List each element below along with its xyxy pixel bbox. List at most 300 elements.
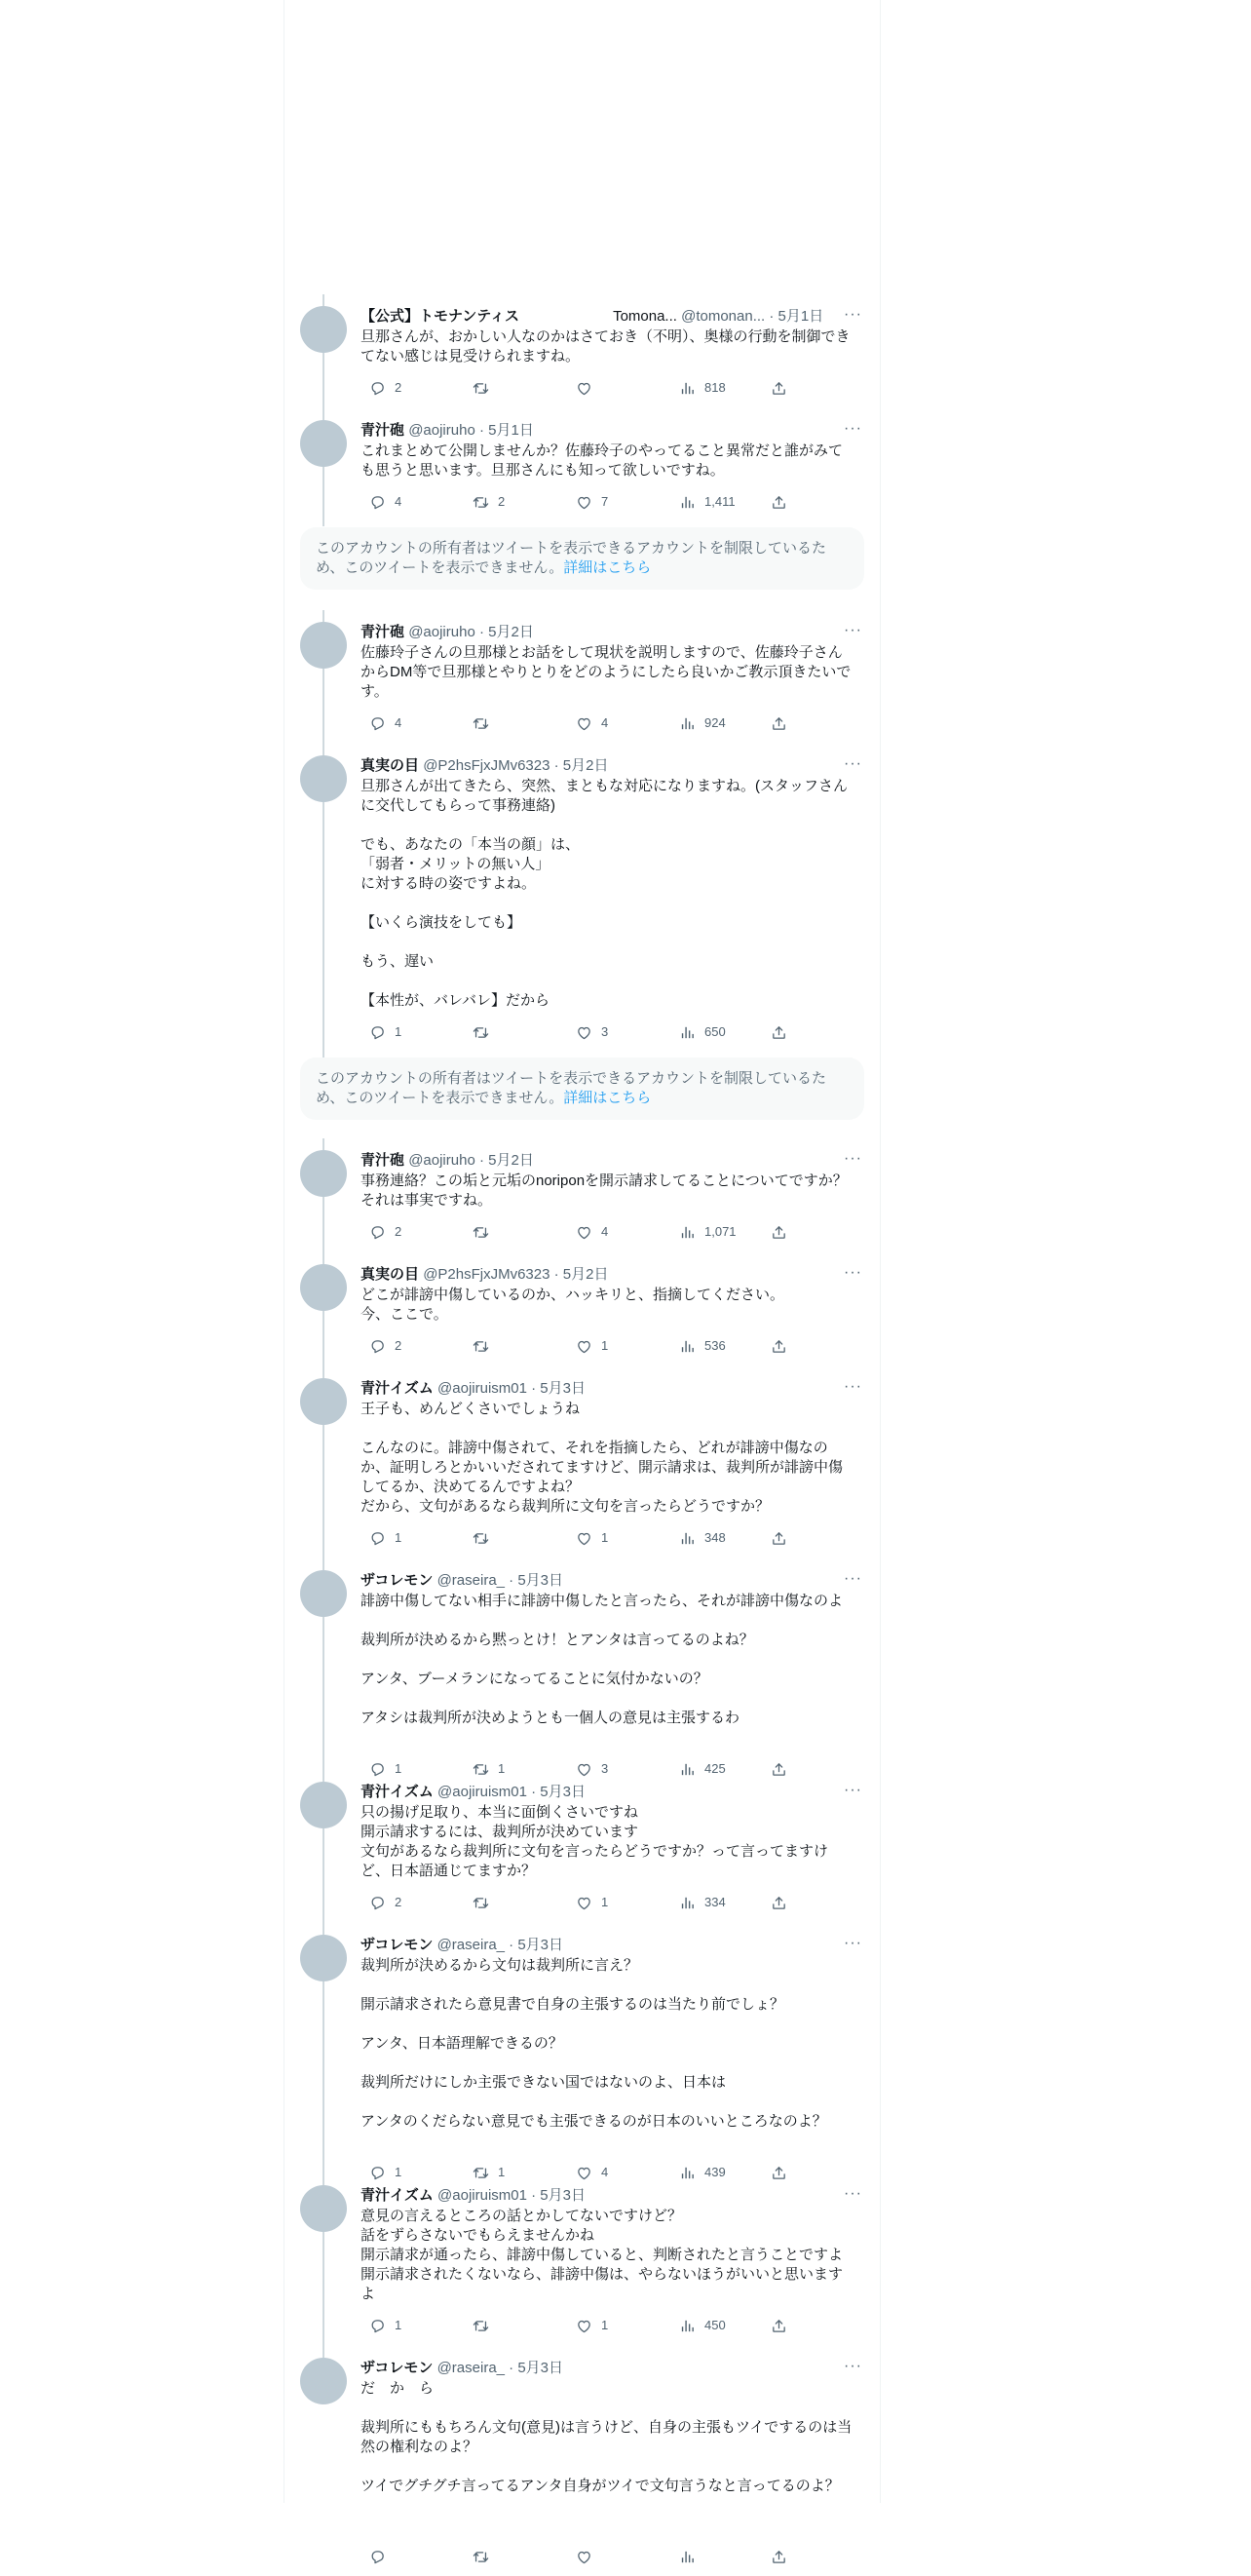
author-name[interactable]: 青汁砲 [360,422,405,439]
views-count: 1,071 [704,1224,737,1239]
views-button[interactable] [670,1336,726,1356]
like-count: 4 [601,715,609,730]
more-icon[interactable]: ··· [844,622,862,638]
tweet-text-line: でも、あなたの「本当の顔」は、 [360,836,581,853]
tweet-header [360,1264,864,1286]
tweet-text-line [360,1611,853,1631]
tweet-header [360,622,864,643]
author-handle[interactable]: @aojiruism01 [437,1380,527,1397]
author-name[interactable]: 真実の目 [360,1266,420,1283]
tweet[interactable] [300,622,864,743]
author-name[interactable]: ザコレモン [360,1937,434,1953]
tweet-text-line: これまとめて公開しませんか？佐藤玲子のやってること異常だと誰がみても思うと思います。旦那さんにも知って欲しいですね。 [360,442,844,479]
tweet-text-line: こんなのに。誹謗中傷されて、それを指摘したら、どれが誹謗中傷なのか、証明しろとかいいだされてますけど、開示請求は、裁判所が誹謗中傷してるか、決めてるんですよね？ [360,1440,844,1495]
reply-button[interactable] [360,2316,401,2335]
tweet[interactable] [300,1570,864,1788]
tweet-text-line: アンタ、日本語理解できるの？ [360,2035,563,2052]
tweet-text-line: に対する時の姿ですよね。 [360,875,537,892]
like-count: 3 [601,1024,609,1039]
tweet-text [360,2207,853,2304]
tweet-header [360,2358,864,2379]
more-icon[interactable]: ··· [844,420,862,437]
reply-count: 2 [395,1895,402,1909]
like-count: 1 [601,1530,609,1545]
author-handle[interactable]: @raseira_ [436,2360,505,2376]
author-handle[interactable]: @aojiruho [408,1152,475,1169]
tweet-text-line: どこが誹謗中傷しているのか、ハッキリと、指摘してください。 [360,1287,785,1303]
thread-line [322,294,324,306]
views-count: 818 [704,380,726,395]
like-icon [576,715,592,732]
more-icon[interactable]: ··· [844,2358,862,2374]
tweet-actions [360,1336,789,1356]
views-icon [679,2549,696,2565]
more-icon[interactable]: ··· [844,1378,862,1395]
views-count: 425 [704,1761,726,1776]
retweet-icon [473,1761,489,1778]
reply-button[interactable] [360,1528,401,1548]
author-name[interactable]: ザコレモン [360,2360,434,2376]
reply-count: 1 [395,1530,402,1545]
tweet[interactable] [300,755,864,1052]
reply-count: 1 [395,1761,402,1776]
reply-button[interactable] [360,2163,401,2182]
reply-icon [369,2165,386,2181]
tweet-text [360,327,853,366]
avatar[interactable] [300,2185,347,2232]
tweet[interactable] [300,420,864,521]
reply-icon [369,1761,386,1778]
share-button[interactable] [762,1222,787,1242]
reply-count: 2 [395,1338,402,1353]
timeline-column [284,0,881,2503]
views-button[interactable] [670,713,726,733]
author-handle[interactable]: @aojiruho [408,624,475,640]
reply-button[interactable] [360,1022,401,1042]
like-icon [576,1895,592,1911]
tweet[interactable] [300,1150,864,1251]
more-icon[interactable]: ··· [844,1150,862,1167]
reply-icon [369,1224,386,1241]
tweet-text [360,1803,853,1881]
views-count: 439 [704,2165,726,2179]
share-icon [771,1338,787,1355]
share-icon [771,1024,787,1041]
retweet-icon [473,2549,489,2565]
views-count: 450 [704,2318,726,2332]
author-handle[interactable]: @raseira_ [436,1937,505,1953]
retweet-button[interactable] [464,1022,498,1042]
tweet-actions [360,1893,789,1912]
tweet-actions [360,2547,789,2566]
reply-count: 2 [395,380,402,395]
tweet-text-line [360,1689,853,1709]
like-button[interactable] [567,378,601,398]
share-icon [771,2549,787,2565]
tweet-actions [360,1759,789,1779]
avatar[interactable] [300,1935,347,1981]
reply-count: 2 [395,1224,402,1239]
like-button[interactable] [567,1222,608,1242]
author-handle[interactable]: @aojiruho [408,422,475,439]
tweet-text-line: 旦那さんが出てきたら、突然、まともな対応になりますね。(スタッフさんに交代してもらって事務連絡) [360,778,848,814]
reply-icon [369,715,386,732]
more-icon[interactable]: ··· [844,1782,862,1798]
retweet-button[interactable] [464,713,498,733]
author-name[interactable]: 【公式】トモナンティス [360,308,520,325]
tweet-text-line: 王子も、めんどくさいでしょうね [360,1401,581,1417]
tweet-text-line: 文句があるなら裁判所に文句を言ったらどうですか？って言ってますけど、日本語通じてますか？ [360,1843,829,1879]
views-icon [679,1024,696,1041]
views-count: 334 [704,1895,726,1909]
tweet-text-line [360,1650,853,1670]
retweet-count: 1 [498,1761,506,1776]
tweet-date[interactable]: · 5月3日 [531,1784,586,1800]
learn-more-link[interactable]: 詳細はこちら [563,559,652,576]
author-name[interactable]: 青汁イズム [360,1784,434,1800]
tweet-text-line: アンタ、ブーメランになってることに気付かないの？ [360,1671,708,1687]
tweet-header [360,2185,864,2207]
tweet-text-line [360,2457,853,2477]
retweet-button[interactable] [464,492,505,512]
share-button[interactable] [762,2163,787,2182]
author-name[interactable]: 青汁砲 [360,624,405,640]
like-count: 7 [601,494,609,509]
tweet-header [360,306,864,327]
reply-button[interactable] [360,492,401,512]
avatar[interactable] [300,1378,347,1425]
views-button[interactable] [670,1022,726,1042]
tweet-actions [360,2316,789,2335]
views-icon [679,380,696,397]
share-button[interactable] [762,1336,787,1356]
tweet-text [360,1592,853,1728]
reply-icon [369,494,386,511]
tweet-header [360,1378,864,1400]
tweet-text [360,643,853,702]
tweet-text-line [360,2399,853,2418]
tweet-date[interactable]: · 5月2日 [478,624,534,640]
share-button[interactable] [762,492,787,512]
share-button[interactable] [762,1759,787,1779]
tweet-text [360,1172,853,1211]
like-icon [576,1761,592,1778]
author-handle[interactable]: @P2hsFjxJMv6323 [423,1266,550,1283]
like-icon [576,1338,592,1355]
more-icon[interactable]: ··· [844,306,862,323]
like-button[interactable] [567,2163,608,2182]
views-count: 650 [704,1024,726,1039]
tweet-text-line: 「弱者・メリットの無い人」 [360,856,550,872]
tweet-date[interactable]: · 5月3日 [509,2360,564,2376]
retweet-button[interactable] [464,1528,498,1548]
reply-button[interactable] [360,1893,401,1912]
views-button[interactable] [670,1222,737,1242]
retweet-button[interactable] [464,1759,505,1779]
like-button[interactable] [567,1759,608,1779]
tweet-header [360,420,864,442]
avatar[interactable] [300,755,347,802]
reply-button[interactable] [360,713,401,733]
notice-text: このアカウントの所有者はツイートを表示できるアカウントを制限しているため、このツイートを表示できません。 [316,1070,826,1106]
tweet-text-line: 裁判所が決めるから文句は裁判所に言え？ [360,1957,639,1974]
avatar[interactable] [300,306,347,353]
tweet-text-line [360,2054,853,2073]
like-button[interactable] [567,713,608,733]
tweet-text [360,2379,853,2496]
notice-text: このアカウントの所有者はツイートを表示できるアカウントを制限しているため、このツイートを表示できません。 [316,540,826,576]
views-button[interactable] [670,2163,726,2182]
tweet-text-line: 開示請求が通ったら、誹謗中傷していると、判断されたと言うことですよ [360,2247,844,2263]
tweet-actions [360,378,789,398]
tweet-text-line [360,2015,853,2034]
tweet-header [360,755,864,777]
views-button[interactable] [670,1759,726,1779]
like-icon [576,2165,592,2181]
tweet-actions [360,2163,789,2182]
reply-icon [369,1530,386,1547]
tweet-text-line: 只の揚げ足取り、本当に面倒くさいですね [360,1804,639,1821]
tweet-text-line: 開示請求するには、裁判所が決めています [360,1824,639,1840]
tweet-header [360,1935,864,1956]
retweet-icon [473,1024,489,1041]
more-icon[interactable]: ··· [844,1264,862,1281]
views-icon [679,1338,696,1355]
tweet-date[interactable]: · 5月3日 [509,1937,564,1953]
like-button[interactable] [567,2547,601,2566]
share-icon [771,1530,787,1547]
avatar[interactable] [300,622,347,669]
like-count: 1 [601,2318,609,2332]
reply-button[interactable] [360,1222,401,1242]
avatar[interactable] [300,1570,347,1617]
like-button[interactable] [567,492,608,512]
tweet-text-line: もう、遅い [360,953,435,970]
share-icon [771,1895,787,1911]
like-count: 3 [601,1761,609,1776]
author-name[interactable]: 青汁イズム [360,1380,434,1397]
like-icon [576,494,592,511]
share-button[interactable] [762,1893,787,1912]
views-icon [679,2165,696,2181]
reply-count: 1 [395,1024,402,1039]
author-handle[interactable]: @aojiruism01 [437,2187,527,2204]
tweet-text-line: 意見の言えるところの話とかしてないですけど？ [360,2208,683,2224]
tweet-text-line: だ か ら [360,2380,435,2397]
reply-count: 4 [395,715,402,730]
like-icon [576,1530,592,1547]
tweet-text-line: 裁判所にももちろん文句(意見)は言うけど、自身の主張もツイでするのは当然の権利なのよ？ [360,2419,853,2455]
retweet-icon [473,1224,489,1241]
author-name[interactable]: ザコレモン [360,1572,434,1589]
share-button[interactable] [762,2316,787,2335]
like-icon [576,2549,592,2565]
retweet-icon [473,2165,489,2181]
tweet[interactable] [300,1782,864,1922]
reply-button[interactable] [360,378,401,398]
tweet-date[interactable]: · 5月3日 [531,2187,586,2204]
like-button[interactable] [567,1528,608,1548]
tweet-date[interactable]: · 5月2日 [478,1152,534,1169]
tweet[interactable] [300,1935,864,2192]
retweet-icon [473,380,489,397]
retweet-icon [473,1530,489,1547]
tweet-text-line: 裁判所が決めるから黙っとけ！とアンタは言ってるのよね？ [360,1632,754,1648]
views-count: 1,411 [704,494,736,509]
views-count: 348 [704,1530,726,1545]
views-button[interactable] [670,1528,726,1548]
like-button[interactable] [567,1336,608,1356]
views-icon [679,715,696,732]
like-count: 4 [601,1224,609,1239]
avatar[interactable] [300,1264,347,1311]
author-name-extra[interactable]: Tomona... [613,308,677,325]
author-handle[interactable]: @raseira_ [436,1572,505,1589]
avatar[interactable] [300,1150,347,1197]
views-icon [679,1761,696,1778]
tweet-text-line: ツイでグチグチ言ってるアンタ自身がツイで文句言うなと言ってるのよ？ [360,2478,840,2494]
share-icon [771,2165,787,2181]
reply-button[interactable] [360,2547,395,2566]
tweet-text-line: 事務連絡？この垢と元垢のnoriponを開示請求してることについてですか？それは事実ですね。 [360,1173,848,1209]
share-button[interactable] [762,713,787,733]
like-icon [576,380,592,397]
retweet-count: 2 [498,494,506,509]
reply-count: 1 [395,2165,402,2179]
author-handle[interactable]: @P2hsFjxJMv6323 [423,757,550,774]
tweet-text-line: アタシは裁判所が決めようとも一個人の意見は主張するわ [360,1710,739,1726]
tweet-text-line: 今、ここで。 [360,1306,448,1323]
tweet-actions [360,713,789,733]
author-name[interactable]: 真実の目 [360,757,420,774]
retweet-button[interactable] [464,2547,498,2566]
reply-icon [369,2549,386,2565]
share-icon [771,715,787,732]
tweet-header [360,1570,864,1592]
tweet-text-line: 話をずらさないでもらえませんかね [360,2227,595,2244]
retweet-icon [473,2318,489,2334]
like-icon [576,1024,592,1041]
tweet-date[interactable]: · 5月2日 [553,1266,609,1283]
share-icon [771,380,787,397]
share-button[interactable] [762,1528,787,1548]
retweet-button[interactable] [464,1222,498,1242]
tweet-header [360,1150,864,1172]
views-button[interactable] [670,1893,726,1912]
author-name[interactable]: 青汁砲 [360,1152,405,1169]
avatar[interactable] [300,2358,347,2404]
like-button[interactable] [567,1893,608,1912]
retweet-button[interactable] [464,2163,505,2182]
retweet-count: 1 [498,2165,506,2179]
reply-count: 4 [395,494,402,509]
retweet-icon [473,1895,489,1911]
like-count: 1 [601,1338,609,1353]
more-icon[interactable]: ··· [844,1570,862,1587]
like-icon [576,1224,592,1241]
views-icon [679,494,696,511]
tweet-text-line: 【本性が、バレバレ】だから [360,992,550,1009]
like-count: 4 [601,2165,609,2179]
views-button[interactable] [670,492,736,512]
views-icon [679,1895,696,1911]
tweet-text-line: 【いくら演技をしても】 [360,914,522,931]
more-icon[interactable]: ··· [844,1935,862,1951]
author-handle[interactable]: @aojiruism01 [437,1784,527,1800]
share-button[interactable] [762,1022,787,1042]
more-icon[interactable]: ··· [844,2185,862,2202]
avatar[interactable] [300,1782,347,1828]
share-icon [771,494,787,511]
more-icon[interactable]: ··· [844,755,862,772]
author-handle[interactable]: @tomonan... [681,308,766,325]
tweet-text-line: 開示請求されたくないなら、誹謗中傷は、やらないほうがいいと思いますよ [360,2266,844,2302]
tweet-text-line: 旦那さんが、おかしい人なのかはさておき（不明）、奥様の行動を制御できてない感じは見受けられますね。 [360,328,851,365]
tweet-date[interactable]: · 5月2日 [553,757,609,774]
tweet-text-line: だから、文句があるなら裁判所に文句を言ったらどうですか？ [360,1498,771,1515]
tweet-text-line: 開示請求されたら意見書で自身の主張するのは当たり前でしょ？ [360,1996,785,2013]
views-count: 536 [704,1338,726,1353]
tweet-date[interactable]: · 5月1日 [769,308,824,325]
tweet-text-line: 誹謗中傷してない相手に誹謗中傷したと言ったら、それが誹謗中傷なのよ [360,1593,844,1609]
retweet-button[interactable] [464,1336,498,1356]
views-button[interactable] [670,2316,726,2335]
tweet-text-line: 佐藤玲子さんの旦那様とお話をして現状を説明しますので、佐藤玲子さんからDM等で旦那様とやりとりをどのようにしたら良いかご教示頂きたいです。 [360,644,852,700]
tweet-text-line [360,816,853,835]
share-icon [771,1761,787,1778]
tweet-text-line [360,933,853,952]
tweet[interactable] [300,1378,864,1557]
like-count: 1 [601,1895,609,1909]
like-button[interactable] [567,1022,608,1042]
tweet-date[interactable]: · 5月3日 [531,1380,586,1397]
tweet[interactable] [300,306,864,407]
views-button[interactable] [670,2547,704,2566]
avatar[interactable] [300,420,347,467]
share-button[interactable] [762,378,787,398]
retweet-button[interactable] [464,2316,498,2335]
retweet-button[interactable] [464,378,498,398]
reply-icon [369,2318,386,2334]
reply-icon [369,1895,386,1911]
learn-more-link[interactable]: 詳細はこちら [563,1090,652,1106]
retweet-button[interactable] [464,1893,498,1912]
tweet-text-line: 裁判所だけにしか主張できない国ではないのよ、日本は [360,2074,727,2091]
tweet-actions [360,492,789,512]
tweet-text [360,777,853,1011]
tweet[interactable] [300,1264,864,1365]
tweet-date[interactable]: · 5月1日 [478,422,534,439]
share-button[interactable] [762,2547,787,2566]
reply-icon [369,1338,386,1355]
tweet-actions [360,1222,789,1242]
tweet[interactable] [300,2185,864,2345]
views-button[interactable] [670,378,726,398]
reply-button[interactable] [360,1336,401,1356]
like-icon [576,2318,592,2334]
retweet-icon [473,1338,489,1355]
reply-button[interactable] [360,1759,401,1779]
tweet-text-line [360,894,853,913]
tweet-text-line [360,972,853,991]
retweet-icon [473,715,489,732]
tweet-text-line: アンタのくだらない意見でも主張できるのが日本のいいところなのよ？ [360,2113,827,2130]
like-button[interactable] [567,2316,608,2335]
tweet-date[interactable]: · 5月3日 [509,1572,564,1589]
tweet[interactable] [300,2358,864,2576]
reply-icon [369,380,386,397]
author-name[interactable]: 青汁イズム [360,2187,434,2204]
